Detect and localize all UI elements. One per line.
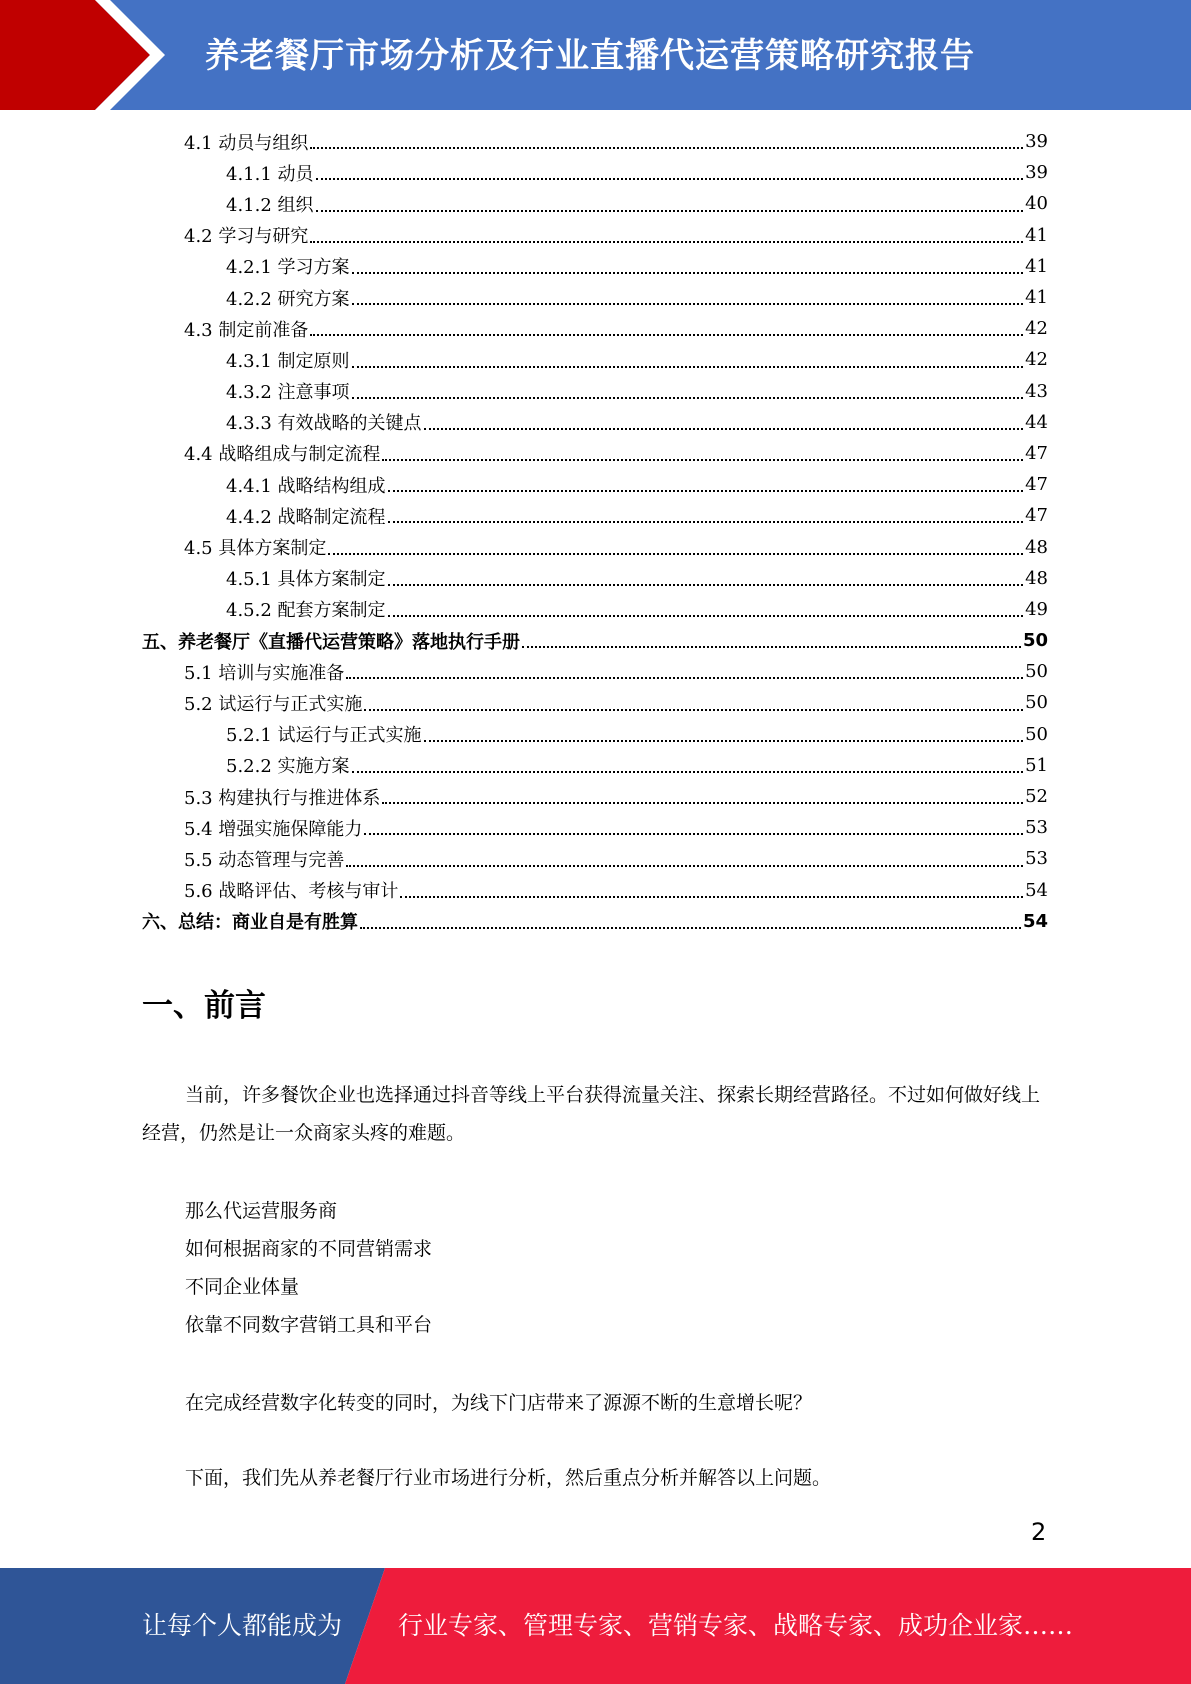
footer-banner	[0, 1568, 1191, 1684]
toc-entry-page: 39	[1025, 131, 1048, 153]
toc-entry[interactable]	[142, 126, 1048, 157]
toc-leader-dots	[310, 240, 1023, 243]
toc-entry-label: 五、养老餐厅《直播代运营策略》落地执行手册	[142, 631, 520, 653]
toc-entry-page: 51	[1025, 754, 1048, 776]
toc-entry-page: 53	[1025, 848, 1048, 870]
toc-entry-label: 4.2.1 学习方案	[226, 257, 350, 279]
toc-leader-dots	[360, 926, 1021, 929]
toc-entry[interactable]	[142, 157, 1048, 188]
toc-entry-label: 4.4 战略组成与制定流程	[184, 444, 381, 466]
toc-entry-label: 5.2 试运行与正式实施	[184, 693, 363, 715]
toc-entry[interactable]	[142, 781, 1048, 812]
toc-leader-dots	[346, 676, 1023, 679]
toc-entry[interactable]	[142, 906, 1048, 937]
toc-entry-label: 4.5.1 具体方案制定	[226, 569, 386, 591]
toc-leader-dots	[316, 177, 1024, 180]
toc-entry-page: 50	[1025, 661, 1048, 683]
toc-entry-page: 48	[1025, 536, 1048, 558]
closing-paragraph: 下面，我们先从养老餐厅行业市场进行分析，然后重点分析并解答以上问题。	[185, 1467, 832, 1489]
toc-entry-label: 5.5 动态管理与完善	[184, 849, 345, 871]
toc-leader-dots	[310, 333, 1023, 336]
toc-entry[interactable]	[142, 344, 1048, 375]
toc-entry[interactable]	[142, 843, 1048, 874]
toc-entry-label: 六、总结：商业自是有胜算	[142, 912, 358, 934]
intro-paragraph: 当前，许多餐饮企业也选择通过抖音等线上平台获得流量关注、探索长期经营路径。不过如何做好线上经营，仍然是让一众商家头疼的难题。	[142, 1084, 1041, 1144]
toc-leader-dots	[388, 583, 1024, 586]
toc-entry[interactable]	[142, 625, 1048, 656]
toc-entry[interactable]	[142, 438, 1048, 469]
toc-entry-page: 50	[1025, 692, 1048, 714]
text-line: 如何根据商家的不同营销需求	[185, 1238, 433, 1260]
toc-entry[interactable]	[142, 407, 1048, 438]
section-heading: 一、前言	[142, 988, 266, 1024]
toc-entry-page: 47	[1025, 474, 1048, 496]
toc-entry-page: 42	[1025, 318, 1048, 340]
toc-entry-page: 47	[1025, 505, 1048, 527]
toc-entry-label: 5.2.1 试运行与正式实施	[226, 725, 422, 747]
header-banner	[0, 0, 1191, 110]
footer-slogan-left: 让每个人都能成为	[142, 1611, 343, 1640]
toc-entry-label: 4.4.1 战略结构组成	[226, 475, 386, 497]
toc-entry-label: 4.4.2 战略制定流程	[226, 506, 386, 528]
toc-leader-dots	[310, 146, 1023, 149]
toc-entry-label: 4.5.2 配套方案制定	[226, 600, 386, 622]
header-title: 养老餐厅市场分析及行业直播代运营策略研究报告	[205, 36, 975, 76]
toc-leader-dots	[352, 365, 1024, 368]
toc-entry-label: 5.3 构建执行与推进体系	[184, 787, 381, 809]
toc-leader-dots	[388, 520, 1024, 523]
toc-entry[interactable]	[142, 531, 1048, 562]
toc-leader-dots	[352, 396, 1024, 399]
toc-leader-dots	[316, 209, 1024, 212]
toc-entry-label: 4.5 具体方案制定	[184, 538, 327, 560]
toc-entry[interactable]	[142, 750, 1048, 781]
toc-entry-page: 54	[1022, 910, 1048, 932]
toc-entry-page: 41	[1025, 255, 1048, 277]
table-of-contents	[142, 126, 1048, 937]
toc-leader-dots	[364, 708, 1023, 711]
footer-slogan-right: 行业专家、管理专家、营销专家、战略专家、成功企业家……	[398, 1611, 1074, 1640]
toc-entry-label: 5.1 培训与实施准备	[184, 662, 345, 684]
toc-entry-page: 53	[1025, 817, 1048, 839]
toc-entry-label: 5.2.2 实施方案	[226, 756, 350, 778]
toc-leader-dots	[400, 895, 1023, 898]
toc-entry-label: 4.2.2 研究方案	[226, 288, 350, 310]
toc-entry-label: 4.3.3 有效战略的关键点	[226, 413, 422, 435]
toc-entry-page: 54	[1025, 879, 1048, 901]
toc-entry-label: 5.4 增强实施保障能力	[184, 818, 363, 840]
toc-entry-label: 4.3.2 注意事项	[226, 382, 350, 404]
toc-entry-page: 40	[1025, 193, 1048, 215]
toc-entry[interactable]	[142, 563, 1048, 594]
toc-leader-dots	[382, 458, 1023, 461]
toc-entry[interactable]	[142, 282, 1048, 313]
toc-entry[interactable]	[142, 313, 1048, 344]
toc-entry[interactable]	[142, 812, 1048, 843]
toc-entry-label: 5.6 战略评估、考核与审计	[184, 881, 399, 903]
toc-leader-dots	[352, 770, 1024, 773]
toc-entry[interactable]	[142, 376, 1048, 407]
toc-entry[interactable]	[142, 188, 1048, 219]
toc-entry-page: 50	[1022, 630, 1048, 652]
toc-entry-page: 48	[1025, 567, 1048, 589]
toc-entry-page: 49	[1025, 598, 1048, 620]
toc-leader-dots	[424, 739, 1024, 742]
toc-leader-dots	[352, 271, 1024, 274]
toc-entry-page: 41	[1025, 224, 1048, 246]
text-line: 不同企业体量	[185, 1276, 300, 1298]
toc-leader-dots	[388, 614, 1024, 617]
toc-leader-dots	[522, 645, 1021, 648]
toc-leader-dots	[364, 832, 1023, 835]
text-line: 那么代运营服务商	[185, 1200, 338, 1222]
toc-leader-dots	[346, 864, 1023, 867]
toc-entry-page: 50	[1025, 723, 1048, 745]
toc-entry-page: 43	[1025, 380, 1048, 402]
toc-leader-dots	[382, 801, 1023, 804]
toc-entry[interactable]	[142, 656, 1048, 687]
toc-entry-label: 4.1.2 组织	[226, 194, 314, 216]
toc-entry[interactable]	[142, 875, 1048, 906]
toc-entry-page: 39	[1025, 162, 1048, 184]
toc-entry-page: 42	[1025, 349, 1048, 371]
toc-entry[interactable]	[142, 251, 1048, 282]
toc-entry-label: 4.3 制定前准备	[184, 319, 309, 341]
toc-entry[interactable]	[142, 469, 1048, 500]
toc-entry-page: 47	[1025, 442, 1048, 464]
toc-entry[interactable]	[142, 594, 1048, 625]
toc-entry[interactable]	[142, 687, 1048, 718]
toc-leader-dots	[388, 489, 1024, 492]
toc-entry-label: 4.2 学习与研究	[184, 226, 309, 248]
toc-entry[interactable]	[142, 220, 1048, 251]
text-line: 依靠不同数字营销工具和平台	[185, 1314, 433, 1336]
toc-leader-dots	[328, 552, 1023, 555]
toc-entry-label: 4.1.1 动员	[226, 163, 314, 185]
toc-entry-label: 4.1 动员与组织	[184, 132, 309, 154]
toc-entry[interactable]	[142, 500, 1048, 531]
toc-leader-dots	[424, 427, 1024, 430]
toc-entry-page: 44	[1025, 411, 1048, 433]
toc-entry[interactable]	[142, 719, 1048, 750]
toc-entry-label: 4.3.1 制定原则	[226, 350, 350, 372]
toc-leader-dots	[352, 302, 1024, 305]
question-paragraph: 在完成经营数字化转变的同时，为线下门店带来了源源不断的生意增长呢？	[185, 1392, 813, 1414]
page-number: 2	[1031, 1518, 1047, 1546]
toc-entry-page: 41	[1025, 287, 1048, 309]
toc-entry-page: 52	[1025, 786, 1048, 808]
